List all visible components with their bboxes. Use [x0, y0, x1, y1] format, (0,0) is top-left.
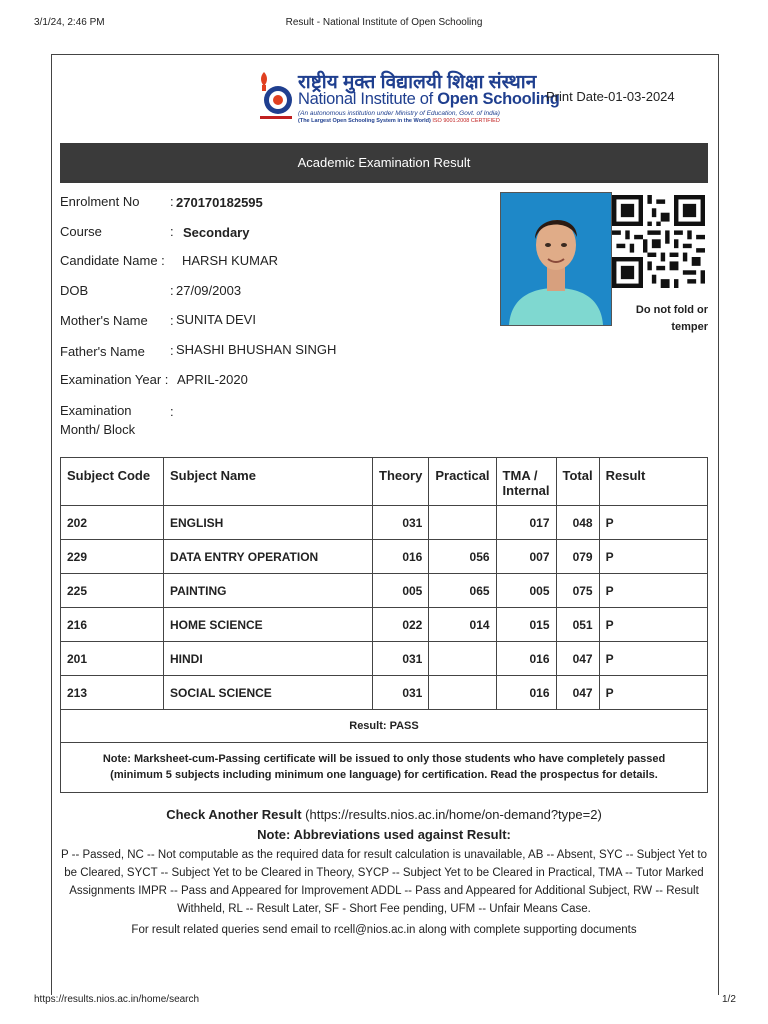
print-datetime: 3/1/24, 2:46 PM: [34, 17, 105, 28]
total-marks: 048: [556, 506, 599, 540]
tma-marks: 017: [496, 506, 556, 540]
subject-code: 201: [61, 642, 164, 676]
practical-marks: [429, 642, 496, 676]
col-subject-code: Subject Code: [61, 458, 164, 506]
subject-code: 213: [61, 676, 164, 710]
theory-marks: 005: [373, 574, 429, 608]
enrolment-label: Enrolment No: [60, 194, 140, 209]
subject-name: SOCIAL SCIENCE: [164, 676, 373, 710]
theory-marks: 031: [373, 642, 429, 676]
qr-code-icon: [612, 195, 705, 288]
mother-colon: :: [170, 313, 174, 328]
tma-marks: 005: [496, 574, 556, 608]
page-url: https://results.nios.ac.in/home/search: [34, 994, 200, 1005]
subject-name: HOME SCIENCE: [164, 608, 373, 642]
logo-tagline: (The Largest Open Schooling System in the World) ISO 9001:2008 CERTIFIED: [298, 118, 500, 124]
marks-table: [60, 457, 708, 710]
theory-marks: 031: [373, 506, 429, 540]
practical-marks: 056: [429, 540, 496, 574]
tma-marks: 016: [496, 642, 556, 676]
check-another-result-link[interactable]: Check Another Result: [166, 807, 302, 822]
exam-year-label: Examination Year :: [60, 372, 169, 387]
subject-result: P: [599, 642, 707, 676]
nios-logo: [258, 68, 560, 126]
subject-code: 216: [61, 608, 164, 642]
col-practical: Practical: [429, 458, 496, 506]
exam-month-colon: :: [170, 404, 174, 419]
total-marks: 079: [556, 540, 599, 574]
total-marks: 075: [556, 574, 599, 608]
print-page-title: Result - National Institute of Open Schooling: [285, 17, 483, 28]
print-date: Print Date-01-03-2024: [546, 89, 675, 104]
total-marks: 051: [556, 608, 599, 642]
check-another-result: [0, 807, 768, 822]
subject-name: DATA ENTRY OPERATION: [164, 540, 373, 574]
father-colon: :: [170, 343, 174, 358]
subject-result: P: [599, 676, 707, 710]
dob-value: 27/09/2003: [176, 283, 242, 298]
practical-marks: 014: [429, 608, 496, 642]
check-another-result-url[interactable]: (https://results.nios.ac.in/home/on-demand?type=2): [301, 807, 602, 822]
practical-marks: [429, 676, 496, 710]
page-title: Academic Examination Result: [60, 143, 708, 183]
theory-marks: 031: [373, 676, 429, 710]
subject-name: HINDI: [164, 642, 373, 676]
subject-code: 225: [61, 574, 164, 608]
subject-name: PAINTING: [164, 574, 373, 608]
father-name-value: SHASHI BHUSHAN SINGH: [176, 342, 337, 357]
subject-result: P: [599, 506, 707, 540]
logo-subtitle: (An autonomous institution under Ministry of Education, Govt. of India): [298, 110, 500, 117]
abbreviations-text: P -- Passed, NC -- Not computable as the required data for result calculation is unavailable, AB -- Absent, SYC -- Subject Yet to be Cleared, SYCT -- Subject Yet to be Cleared in Theory, SYCP -- Subject Yet to be Cleared in Practical, TMA -- Tutor Marked Assignments IMPR -- Pass and Appeared for Improvement ADDL -- Pass and Appeared for Additional Subject, RW -- Result Withheld, RL -- Result Later, SF - Short Fee pending, UFM -- Unfair Means Case.: [60, 849, 708, 915]
exam-year-value: APRIL-2020: [177, 372, 248, 387]
page-number: 1/2: [722, 994, 736, 1005]
father-name-label: Father's Name: [60, 344, 145, 359]
candidate-name-value: HARSH KUMAR: [182, 253, 279, 268]
theory-marks: 016: [373, 540, 429, 574]
logo-hindi-text: राष्ट्रीय मुक्त विद्यालयी शिक्षा संस्थान: [298, 72, 537, 93]
mother-name-value: SUNITA DEVI: [176, 312, 256, 327]
total-marks: 047: [556, 676, 599, 710]
practical-marks: [429, 506, 496, 540]
table-row: [61, 676, 708, 710]
table-row: [61, 642, 708, 676]
practical-marks: 065: [429, 574, 496, 608]
overall-result: Result: PASS: [60, 710, 708, 743]
dob-colon: :: [170, 283, 174, 298]
abbreviations-heading: Note: Abbreviations used against Result:: [257, 827, 511, 842]
col-total: Total: [556, 458, 599, 506]
table-row: [61, 574, 708, 608]
do-not-fold-notice: Do not fold or temper: [635, 304, 708, 333]
col-theory: Theory: [373, 458, 429, 506]
subject-name: ENGLISH: [164, 506, 373, 540]
course-colon: :: [170, 224, 174, 239]
marks-table-header: [61, 458, 708, 506]
enrolment-value: 270170182595: [176, 195, 263, 210]
dob-label: DOB: [60, 283, 89, 298]
table-row: [61, 540, 708, 574]
theory-marks: 022: [373, 608, 429, 642]
subject-code: 202: [61, 506, 164, 540]
subject-code: 229: [61, 540, 164, 574]
subject-result: P: [599, 540, 707, 574]
course-label: Course: [60, 224, 102, 239]
subject-result: P: [599, 574, 707, 608]
col-tma: TMA / Internal: [496, 458, 556, 506]
tma-marks: 007: [496, 540, 556, 574]
person-photo-icon: [501, 193, 611, 325]
table-row: [61, 608, 708, 642]
candidate-name-label: Candidate Name :: [60, 253, 165, 268]
total-marks: 047: [556, 642, 599, 676]
enrolment-colon: :: [170, 194, 174, 209]
course-value: Secondary: [183, 225, 250, 240]
tma-marks: 016: [496, 676, 556, 710]
col-result: Result: [599, 458, 707, 506]
nios-emblem-icon: [258, 70, 294, 122]
logo-english-text: National Institute of Open Schooling: [298, 90, 560, 108]
candidate-photo: [500, 192, 612, 326]
mother-name-label: Mother's Name: [60, 313, 148, 328]
table-row: [61, 506, 708, 540]
col-subject-name: Subject Name: [164, 458, 373, 506]
queries-email-note: For result related queries send email to rcell@nios.ac.in along with complete supporting documents: [131, 924, 637, 936]
certificate-note: Note: Marksheet-cum-Passing certificate will be issued to only those students who have completely passed (minimum 5 subjects including minimum one language) for certification. Read the prospectus for details.: [60, 743, 708, 793]
exam-month-label-line1: Examination: [60, 403, 132, 418]
exam-month-label-line2: Month/ Block: [60, 422, 136, 437]
tma-marks: 015: [496, 608, 556, 642]
subject-result: P: [599, 608, 707, 642]
